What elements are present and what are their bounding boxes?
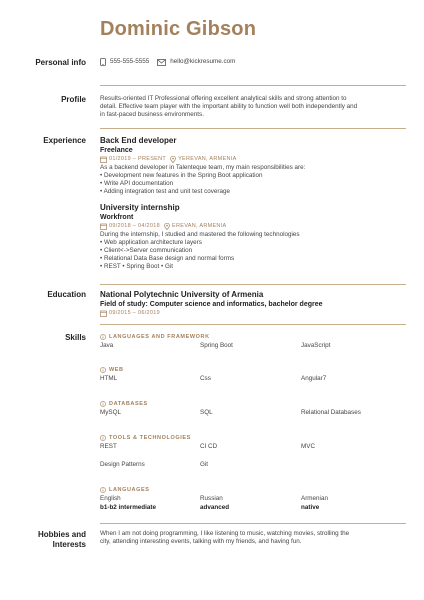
job-company: Freelance: [100, 147, 133, 154]
education-dates: 09/2015 – 06/2019: [109, 310, 160, 316]
hobbies-label-line: Hobbies and: [37, 530, 86, 539]
calendar-icon: [100, 223, 107, 230]
skill-item: Spring Boot: [200, 342, 233, 349]
skill-category-label: DATABASES: [109, 401, 148, 407]
job-meta: [100, 155, 406, 164]
profile-line: Results-oriented IT Professional offering excellent analytical skills and strong attention to: [100, 95, 347, 102]
divider: [100, 128, 406, 129]
info-circle-icon: [100, 401, 106, 407]
skill-item: Relational Databases: [301, 409, 361, 416]
school-name: National Polytechnic University of Armenia: [100, 290, 264, 299]
skill-row: [100, 374, 406, 384]
job-location: YEREVAN, ARMENIA: [178, 156, 237, 162]
skill-item: JavaScript: [301, 342, 331, 349]
skill-row: [100, 494, 406, 503]
language-level: native: [301, 504, 320, 511]
hobbies-text: [100, 530, 406, 546]
job-entry: [100, 203, 406, 271]
skill-item: Angular7: [301, 375, 327, 382]
envelope-icon: [157, 59, 166, 66]
skill-group-databases: [100, 400, 406, 418]
language-name: Armenian: [301, 495, 328, 502]
language-level-row: [100, 503, 406, 512]
job-dates: 09/2018 – 04/2018: [109, 223, 160, 229]
skill-category-title: [100, 366, 406, 374]
profile-text: [100, 95, 406, 119]
job-dates: 01/2019 – PRESENT: [109, 156, 167, 162]
personal-info-label: Personal info: [35, 58, 86, 67]
skill-category-title: [100, 333, 406, 341]
skill-item: SQL: [200, 409, 213, 416]
education-label: Education: [47, 290, 86, 299]
skills-label: Skills: [65, 333, 86, 342]
experience-label: Experience: [43, 136, 86, 145]
job-detail-line: • Relational Data Base design and normal forms: [100, 255, 235, 262]
hobbies-label-line: Interests: [52, 540, 86, 549]
info-circle-icon: [100, 435, 106, 441]
email-address[interactable]: hello@kickresume.com: [170, 58, 236, 65]
skill-category-label: WEB: [109, 367, 124, 373]
language-level: b1-b2 intermediate: [100, 504, 156, 511]
skill-item: HTML: [100, 375, 118, 382]
hobbies-line: city, attending interesting events, talking with my friends, and having fun.: [100, 538, 302, 545]
job-entry: [100, 136, 406, 196]
skill-category-title: [100, 400, 406, 408]
job-detail-line: • REST • Spring Boot • Git: [100, 263, 173, 270]
education-meta: [100, 309, 406, 318]
info-circle-icon: [100, 487, 106, 493]
skill-row: [100, 460, 406, 470]
job-detail-line: During the internship, I studied and mastered the following technologies: [100, 231, 300, 238]
language-name: English: [100, 495, 121, 502]
profile-line: in fast-paced business environments.: [100, 111, 204, 118]
email-item: [157, 58, 235, 66]
skill-item: REST: [100, 443, 117, 450]
hobbies-line: When I am not doing programming, I like listening to music, watching movies, strolling the: [100, 530, 350, 537]
candidate-name: Dominic Gibson: [100, 18, 257, 40]
skill-item: CI CD: [200, 443, 218, 450]
job-meta: [100, 222, 406, 231]
divider: [100, 324, 406, 325]
phone-number[interactable]: 555-555-5555: [110, 58, 150, 65]
language-level: advanced: [200, 504, 230, 511]
skill-item: MVC: [301, 443, 315, 450]
language-name: Russian: [200, 495, 223, 502]
skill-category-title: [100, 486, 406, 494]
job-title: University internship: [100, 203, 180, 212]
skill-category-title: [100, 434, 406, 442]
skill-item: Design Patterns: [100, 461, 145, 468]
calendar-icon: [100, 310, 107, 317]
location-pin-icon: [164, 223, 170, 230]
job-company: Workfront: [100, 214, 134, 221]
skill-category-label: LANGUAGES: [109, 487, 150, 493]
job-title: Back End developer: [100, 136, 177, 145]
skill-item: Css: [200, 375, 211, 382]
divider: [100, 523, 406, 524]
skill-group-tools: [100, 434, 406, 470]
skill-category-label: TOOLS & TECHNOLOGIES: [109, 435, 191, 441]
contact-row: [100, 58, 406, 66]
skill-item: Git: [200, 461, 209, 468]
divider: [100, 284, 406, 285]
field-of-study: Field of study: Computer science and informatics, bachelor degree: [100, 301, 323, 308]
skill-row: [100, 442, 406, 452]
hobbies-label: [0, 530, 86, 550]
info-circle-icon: [100, 334, 106, 340]
job-detail-line: • Adding integration test and unit test coverage: [100, 188, 230, 195]
education-entry: [100, 290, 406, 318]
skill-group-languages: [100, 486, 406, 512]
job-detail-line: • Client<->Server communication: [100, 247, 193, 254]
skill-item: MySQL: [100, 409, 121, 416]
phone-icon: [100, 58, 106, 66]
job-location: EREVAN, ARMENIA: [171, 223, 227, 229]
profile-label: Profile: [61, 95, 86, 104]
skill-row: [100, 341, 406, 351]
skill-category-label: LANGUAGES AND FRAMEWORK: [109, 334, 210, 340]
location-pin-icon: [170, 156, 176, 163]
job-detail-line: • Write API documentation: [100, 180, 174, 187]
job-detail-line: As a backend developer in Talenteque team, my main responsibilities are:: [100, 164, 306, 171]
job-detail-line: • Development new features in the Spring Boot application: [100, 172, 263, 179]
profile-line: detail. Effective team player with the important ability to function well both independently and: [100, 103, 358, 110]
phone-item: [100, 58, 149, 66]
skill-group-languages-framework: [100, 333, 406, 351]
job-detail-line: • Web application architecture layers: [100, 239, 202, 246]
skill-row: [100, 408, 406, 418]
divider: [100, 85, 406, 86]
skill-item: Java: [100, 342, 114, 349]
skill-group-web: [100, 366, 406, 384]
info-circle-icon: [100, 367, 106, 373]
calendar-icon: [100, 156, 107, 163]
